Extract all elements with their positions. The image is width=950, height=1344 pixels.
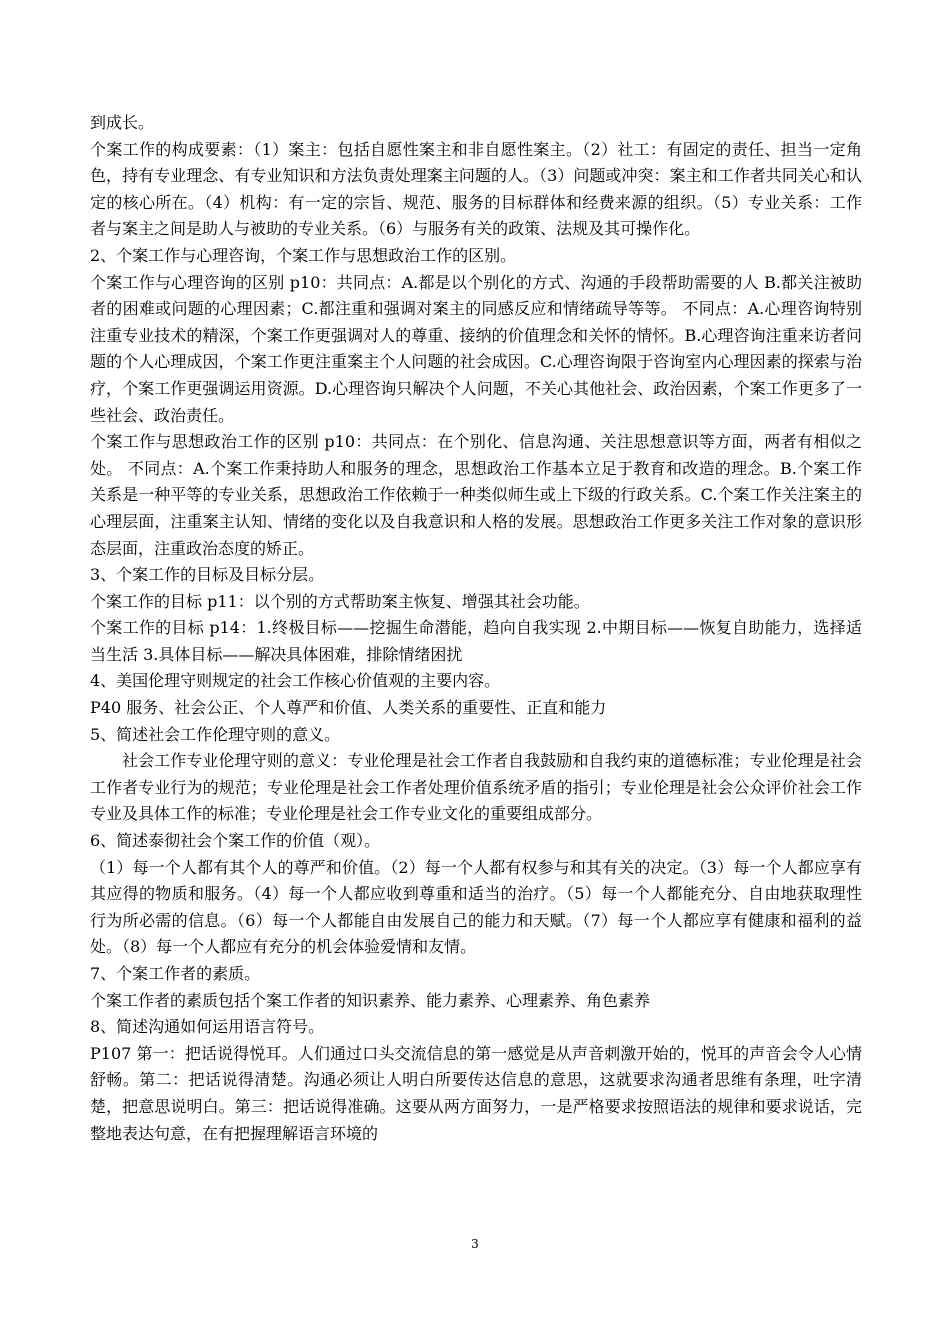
section-heading: 2、个案工作与心理咨询，个案工作与思想政治工作的区别。 xyxy=(90,245,517,265)
paragraph: P40 服务、社会公正、个人尊严和价值、人类关系的重要性、正直和能力 xyxy=(90,698,607,718)
section-heading: 6、简述泰彻社会个案工作的价值（观）。 xyxy=(90,831,381,851)
paragraph: 个案工作与心理咨询的区别 p10：共同点：A.都是以个别化的方式、沟通的手段帮助需要的人 B.都关注被助者的困难或问题的心理因素；C.都注重和强调对案主的同感反应和情绪疏导等等。 不同点：A.心理咨询特别注重专业技术的精深，个案工作更强调对人的尊重、接纳的价值理念和关怀的情怀。B.心理咨询注重来访者问题的个人心理成因，个案工作更注重案主个人问题的社会成因。C.心理咨询限于咨询室内心理因素的探索与治疗，个案工作更强调运用资源。D.心理咨询只解决个人问题，不关心其他社会、政治因素，个案工作更多了一些社会、政治责任。 xyxy=(90,272,862,425)
paragraph: P107 第一：把话说得悦耳。人们通过口头交流信息的第一感觉是从声音刺激开始的，悦耳的声音会令人心情舒畅。第二：把话说得清楚。沟通必须让人明白所要传达信息的意思，这就要求沟通者思维有条理，吐字清楚，把意思说明白。第三：把话说得准确。这要从两方面努力，一是严格要求按照语法的规律和要求说话，完整地表达句意，在有把握理解语言环境的 xyxy=(90,1043,862,1143)
paragraph: 个案工作的目标 p14：1.终极目标——挖掘生命潜能，趋向自我实现 2.中期目标——恢复自助能力，选择适当生活 3.具体目标——解决具体困难，排除情绪困扰 xyxy=(90,618,862,664)
section-heading: 8、简述沟通如何运用语言符号。 xyxy=(90,1017,325,1037)
section-heading: 3、个案工作的目标及目标分层。 xyxy=(90,565,325,585)
paragraph: 社会工作专业伦理守则的意义：专业伦理是社会工作者自我鼓励和自我约束的道德标准；专业伦理是社会工作者专业行为的规范；专业伦理是社会工作者处理价值系统矛盾的指引；专业伦理是社会公众评价社会工作专业及具体工作的标准；专业伦理是社会工作专业文化的重要组成部分。 xyxy=(90,751,862,824)
document-body xyxy=(90,110,862,1147)
paragraph: 个案工作者的素质包括个案工作者的知识素养、能力素养、心理素养、角色素养 xyxy=(90,990,651,1010)
paragraph: 个案工作的构成要素：（1）案主：包括自愿性案主和非自愿性案主。（2）社工：有固定的责任、担当一定角色，持有专业理念、有专业知识和方法负责处理案主问题的人。（3）问题或冲突：案主和工作者共同关心和认定的核心所在。（4）机构：有一定的宗旨、规范、服务的目标群体和经费来源的组织。（5）专业关系：工作者与案主之间是助人与被助的专业关系。（6）与服务有关的政策、法规及其可操作化。 xyxy=(90,139,862,239)
section-heading: 4、美国伦理守则规定的社会工作核心价值观的主要内容。 xyxy=(90,671,501,691)
page-number: 3 xyxy=(471,1237,479,1251)
paragraph: （1）每一个人都有其个人的尊严和价值。（2）每一个人都有权参与和其有关的决定。（3）每一个人都应享有其应得的物质和服务。（4）每一个人都应收到尊重和适当的治疗。（5）每一个人都能充分、自由地获取理性行为所必需的信息。（6）每一个人都能自由发展自己的能力和天赋。（7）每一个人都应享有健康和福利的益处。（8）每一个人都应有充分的机会体验爱情和友情。 xyxy=(90,857,862,957)
paragraph: 个案工作的目标 p11：以个别的方式帮助案主恢复、增强其社会功能。 xyxy=(90,591,590,611)
section-heading: 5、简述社会工作伦理守则的意义。 xyxy=(90,724,341,744)
section-heading: 7、个案工作者的素质。 xyxy=(90,964,261,983)
paragraph: 到成长。 xyxy=(90,113,155,132)
paragraph: 个案工作与思想政治工作的区别 p10：共同点：在个别化、信息沟通、关注思想意识等方面，两者有相似之处。 不同点：A.个案工作秉持助人和服务的理念，思想政治工作基本立足于教育和改造的理念。B.个案工作关系是一种平等的专业关系，思想政治工作依赖于一种类似师生或上下级的行政关系。C.个案工作关注案主的心理层面，注重案主认知、情绪的变化以及自我意识和人格的发展。思想政治工作更多关注工作对象的意识形态层面，注重政治态度的矫正。 xyxy=(90,432,862,558)
